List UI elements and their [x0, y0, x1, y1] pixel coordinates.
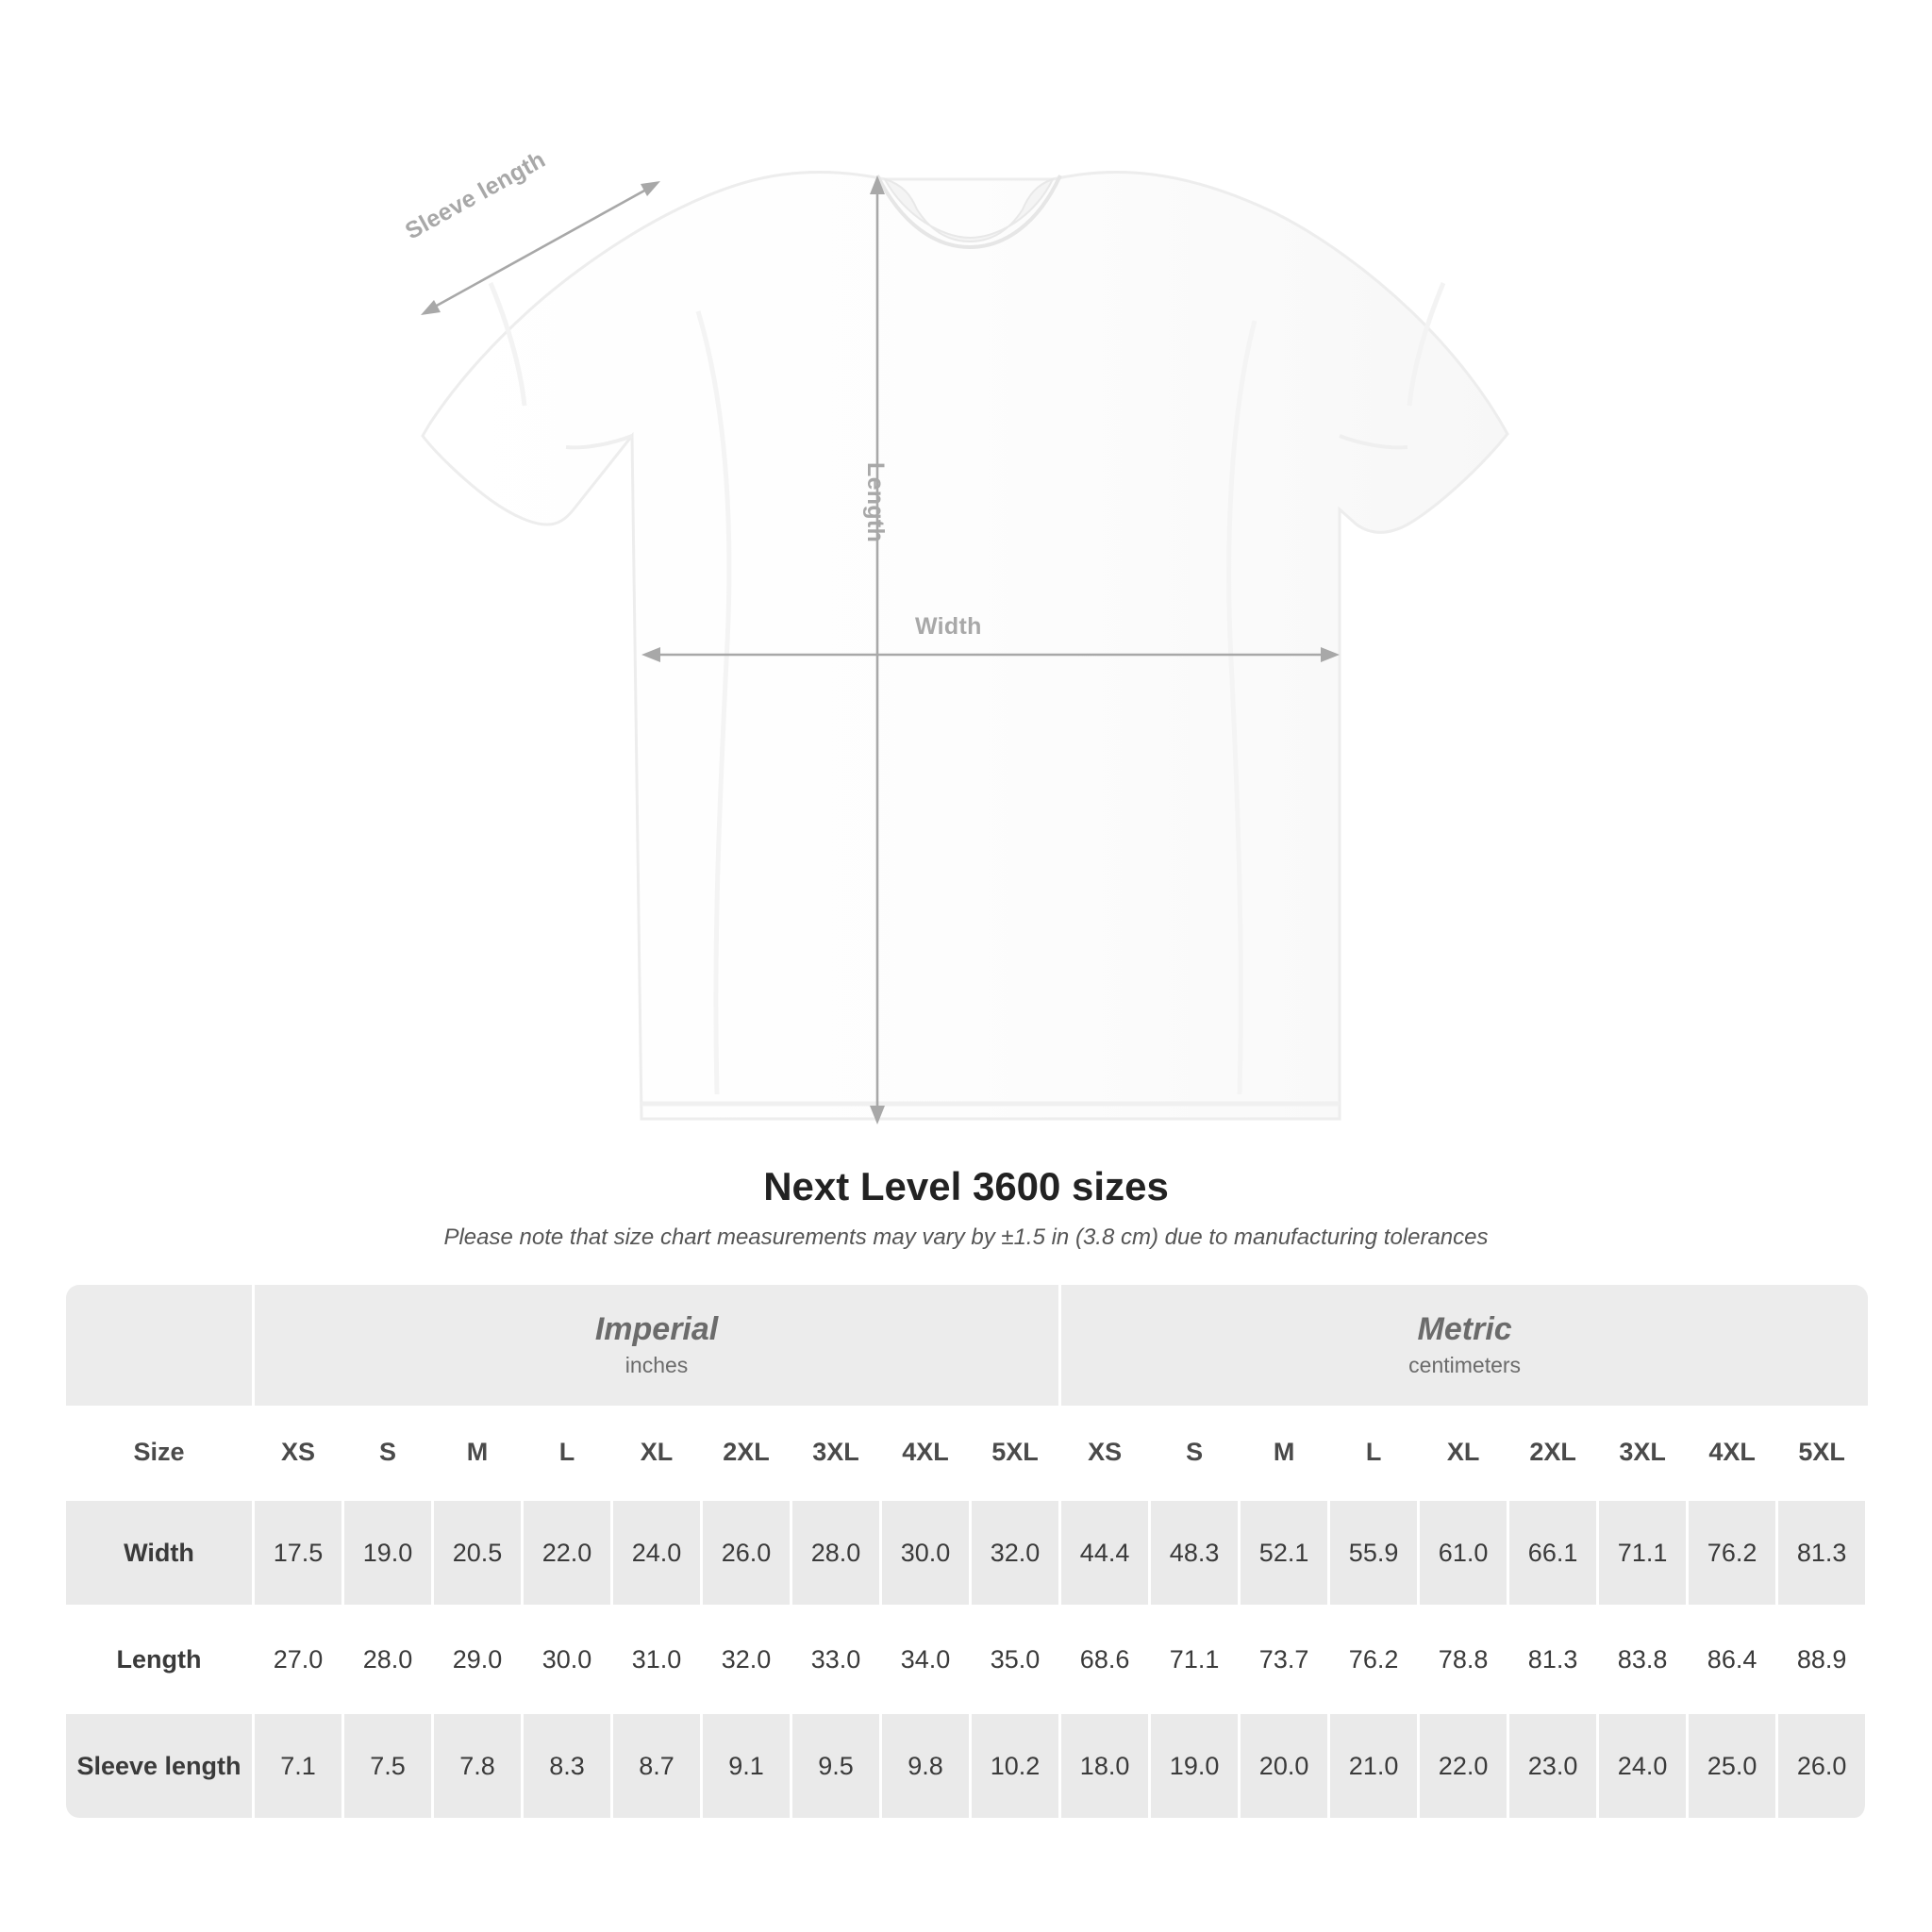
- cell-length-imperial-3xl: 33.0: [792, 1605, 882, 1711]
- col-header-imperial-xl: XL: [613, 1406, 703, 1498]
- cell-sleeve-imperial-5xl: 10.2: [972, 1711, 1061, 1818]
- size-table-wrapper: [66, 1285, 1866, 1818]
- cell-sleeve-metric-l: 21.0: [1330, 1711, 1420, 1818]
- cell-width-imperial-2xl: 26.0: [703, 1498, 792, 1605]
- cell-width-imperial-xl: 24.0: [613, 1498, 703, 1605]
- cell-sleeve-imperial-m: 7.8: [434, 1711, 524, 1818]
- col-header-imperial-3xl: 3XL: [792, 1406, 882, 1498]
- width-dimension-label: Width: [915, 613, 982, 640]
- row-label-size: Size: [66, 1406, 255, 1498]
- cell-width-metric-5xl: 81.3: [1778, 1498, 1868, 1605]
- unit-header-imperial: [255, 1285, 1061, 1406]
- size-header-row: [66, 1406, 1868, 1498]
- cell-width-metric-3xl: 71.1: [1599, 1498, 1689, 1605]
- col-header-metric-s: S: [1151, 1406, 1241, 1498]
- cell-length-imperial-xs: 27.0: [255, 1605, 344, 1711]
- size-table: [66, 1285, 1868, 1818]
- col-header-metric-5xl: 5XL: [1778, 1406, 1868, 1498]
- cell-sleeve-imperial-xl: 8.7: [613, 1711, 703, 1818]
- cell-length-imperial-2xl: 32.0: [703, 1605, 792, 1711]
- page-title: Next Level 3600 sizes: [763, 1164, 1169, 1208]
- col-header-metric-3xl: 3XL: [1599, 1406, 1689, 1498]
- cell-width-metric-2xl: 66.1: [1509, 1498, 1599, 1605]
- table-row-width: [66, 1498, 1868, 1605]
- cell-length-metric-5xl: 88.9: [1778, 1605, 1868, 1711]
- col-header-imperial-xs: XS: [255, 1406, 344, 1498]
- cell-length-imperial-4xl: 34.0: [882, 1605, 972, 1711]
- row-label-length: Length: [66, 1605, 255, 1711]
- length-dimension-label: Length: [862, 462, 889, 543]
- cell-sleeve-imperial-xs: 7.1: [255, 1711, 344, 1818]
- col-header-imperial-s: S: [344, 1406, 434, 1498]
- cell-length-metric-s: 71.1: [1151, 1605, 1241, 1711]
- cell-width-metric-s: 48.3: [1151, 1498, 1241, 1605]
- unit-imperial-sub: inches: [625, 1353, 689, 1378]
- col-header-imperial-2xl: 2XL: [703, 1406, 792, 1498]
- unit-header-metric: [1061, 1285, 1868, 1406]
- cell-sleeve-imperial-3xl: 9.5: [792, 1711, 882, 1818]
- cell-length-metric-m: 73.7: [1241, 1605, 1330, 1711]
- tolerance-note: Please note that size chart measurements may vary by ±1.5 in (3.8 cm) due to manufacturing tolerances: [443, 1224, 1489, 1250]
- cell-sleeve-metric-m: 20.0: [1241, 1711, 1330, 1818]
- unit-header-row: [66, 1285, 1868, 1406]
- col-header-metric-l: L: [1330, 1406, 1420, 1498]
- cell-width-imperial-5xl: 32.0: [972, 1498, 1061, 1605]
- cell-width-imperial-m: 20.5: [434, 1498, 524, 1605]
- col-header-metric-m: M: [1241, 1406, 1330, 1498]
- cell-width-imperial-l: 22.0: [524, 1498, 613, 1605]
- col-header-metric-2xl: 2XL: [1509, 1406, 1599, 1498]
- cell-length-metric-xs: 68.6: [1061, 1605, 1151, 1711]
- sleeve-length-dimension-label: Sleeve length: [401, 145, 550, 245]
- cell-width-imperial-s: 19.0: [344, 1498, 434, 1605]
- cell-sleeve-imperial-l: 8.3: [524, 1711, 613, 1818]
- cell-width-imperial-4xl: 30.0: [882, 1498, 972, 1605]
- unit-metric-sub: centimeters: [1408, 1353, 1522, 1378]
- cell-sleeve-metric-4xl: 25.0: [1689, 1711, 1778, 1818]
- unit-header-spacer: [66, 1285, 255, 1406]
- cell-sleeve-imperial-4xl: 9.8: [882, 1711, 972, 1818]
- cell-width-metric-m: 52.1: [1241, 1498, 1330, 1605]
- row-label-width: Width: [66, 1498, 255, 1605]
- unit-metric-name: Metric: [1417, 1310, 1512, 1347]
- cell-sleeve-metric-xs: 18.0: [1061, 1711, 1151, 1818]
- cell-width-imperial-3xl: 28.0: [792, 1498, 882, 1605]
- cell-length-metric-xl: 78.8: [1420, 1605, 1509, 1711]
- cell-length-imperial-xl: 31.0: [613, 1605, 703, 1711]
- cell-width-metric-xs: 44.4: [1061, 1498, 1151, 1605]
- cell-sleeve-metric-3xl: 24.0: [1599, 1711, 1689, 1818]
- table-row-sleeve-length: [66, 1711, 1868, 1818]
- cell-width-metric-4xl: 76.2: [1689, 1498, 1778, 1605]
- cell-length-imperial-m: 29.0: [434, 1605, 524, 1711]
- cell-width-metric-l: 55.9: [1330, 1498, 1420, 1605]
- cell-length-imperial-5xl: 35.0: [972, 1605, 1061, 1711]
- cell-length-metric-3xl: 83.8: [1599, 1605, 1689, 1711]
- table-row-length: [66, 1605, 1868, 1711]
- row-label-sleeve-length: Sleeve length: [66, 1711, 255, 1818]
- cell-sleeve-imperial-s: 7.5: [344, 1711, 434, 1818]
- col-header-imperial-l: L: [524, 1406, 613, 1498]
- cell-length-metric-l: 76.2: [1330, 1605, 1420, 1711]
- cell-sleeve-imperial-2xl: 9.1: [703, 1711, 792, 1818]
- cell-length-imperial-s: 28.0: [344, 1605, 434, 1711]
- cell-width-metric-xl: 61.0: [1420, 1498, 1509, 1605]
- cell-length-imperial-l: 30.0: [524, 1605, 613, 1711]
- cell-length-metric-4xl: 86.4: [1689, 1605, 1778, 1711]
- col-header-metric-xl: XL: [1420, 1406, 1509, 1498]
- col-header-imperial-5xl: 5XL: [972, 1406, 1061, 1498]
- title-block: [0, 1164, 1932, 1251]
- col-header-metric-xs: XS: [1061, 1406, 1151, 1498]
- cell-sleeve-metric-xl: 22.0: [1420, 1711, 1509, 1818]
- col-header-imperial-m: M: [434, 1406, 524, 1498]
- cell-length-metric-2xl: 81.3: [1509, 1605, 1599, 1711]
- col-header-metric-4xl: 4XL: [1689, 1406, 1778, 1498]
- cell-sleeve-metric-5xl: 26.0: [1778, 1711, 1868, 1818]
- shirt-body: [423, 173, 1507, 1119]
- unit-imperial-name: Imperial: [594, 1310, 719, 1347]
- cell-sleeve-metric-s: 19.0: [1151, 1711, 1241, 1818]
- cell-sleeve-metric-2xl: 23.0: [1509, 1711, 1599, 1818]
- col-header-imperial-4xl: 4XL: [882, 1406, 972, 1498]
- cell-width-imperial-xs: 17.5: [255, 1498, 344, 1605]
